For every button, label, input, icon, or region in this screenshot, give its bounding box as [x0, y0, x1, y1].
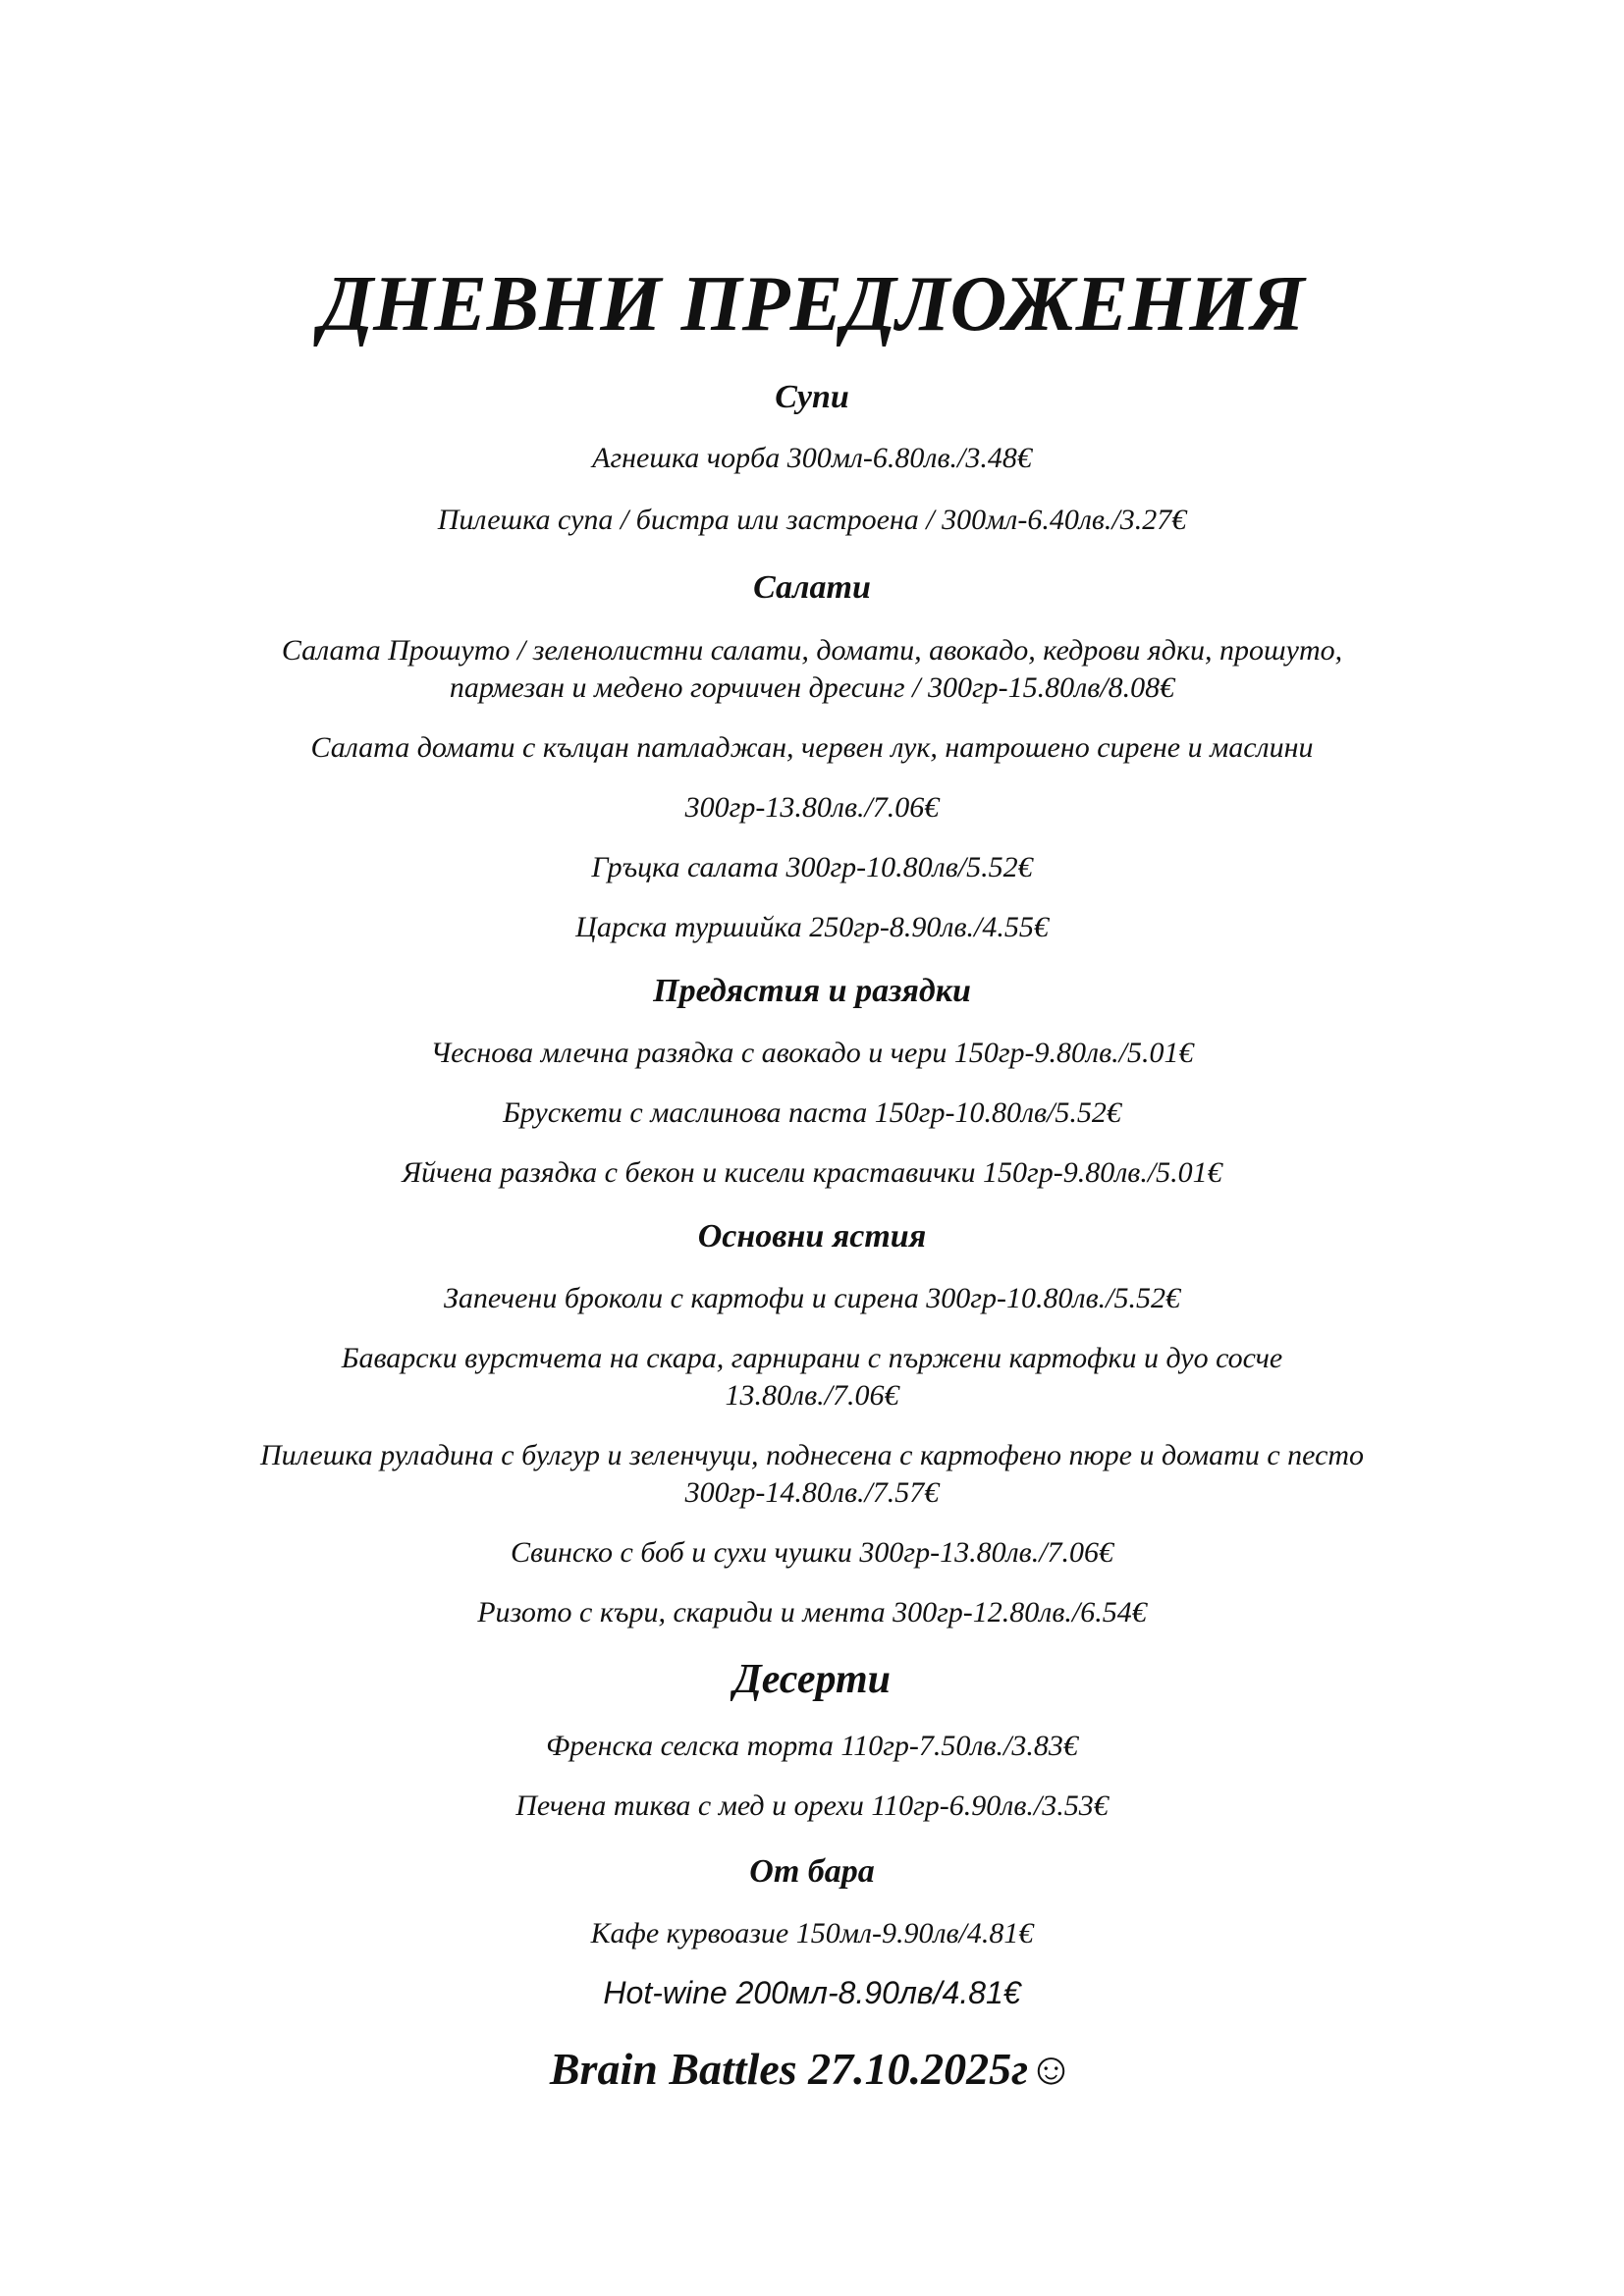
page-title: ДНЕВНИ ПРЕДЛОЖЕНИЯ [319, 261, 1305, 347]
menu-item: Hot-wine 200мл-8.90лв/4.81€ [603, 1975, 1021, 2010]
menu-item: 300гр-13.80лв./7.06€ [684, 791, 940, 824]
menu-item: 300гр-14.80лв./7.57€ [684, 1476, 940, 1509]
section-heading-starters: Предястия и разядки [653, 973, 971, 1009]
menu-item: Чеснова млечна разядка с авокадо и чери 150гр-9.80лв./5.01€ [430, 1037, 1194, 1069]
event-footer: Brain Battles 27.10.2025г☺ [549, 2044, 1075, 2094]
menu-item: Кафе курвоазие 150мл-9.90лв/4.81€ [590, 1917, 1034, 1949]
menu-item: Запечени броколи с картофи и сирена 300гр-10.80лв./5.52€ [444, 1282, 1180, 1314]
menu-item: Френска селска торта 110гр-7.50лв./3.83€ [546, 1730, 1078, 1762]
menu-item: Баварски вурстчета на скара, гарнирани с пържени картофки и дуо сосче [341, 1342, 1283, 1374]
section-heading-soups: Супи [775, 379, 849, 415]
menu-item: Ризото с къри, скариди и мента 300гр-12.80лв./6.54€ [477, 1596, 1147, 1629]
menu-item: Брускети с маслинова паста 150гр-10.80лв/5.52€ [503, 1096, 1121, 1129]
menu-item: 13.80лв./7.06€ [725, 1379, 899, 1412]
menu-item: Пилешка руладина с булгур и зеленчуци, поднесена с картофено пюре и домати с песто [259, 1439, 1365, 1471]
menu-item: пармезан и медено горчичен дресинг / 300гр-15.80лв/8.08€ [449, 671, 1175, 704]
menu-item: Царска туршийка 250гр-8.90лв./4.55€ [575, 911, 1049, 943]
menu-item: Пилешка супа / бистра или застроена / 300мл-6.40лв./3.27€ [437, 504, 1187, 536]
section-heading-desserts: Десерти [733, 1657, 891, 1702]
section-heading-bar: От бара [749, 1853, 875, 1890]
menu-item: Печена тиква с мед и орехи 110гр-6.90лв./3.53€ [515, 1789, 1109, 1822]
menu-item: Гръцка салата 300гр-10.80лв/5.52€ [591, 851, 1033, 883]
section-heading-mains: Основни ястия [697, 1218, 927, 1255]
menu-item: Яйчена разядка с бекон и кисели краставички 150гр-9.80лв./5.01€ [402, 1156, 1222, 1189]
menu-item: Салата домати с кълцан патладжан, червен лук, натрошено сирене и маслини [310, 731, 1314, 764]
menu-item: Салата Прошуто / зеленолистни салати, домати, авокадо, кедрови ядки, прошуто, [281, 634, 1343, 667]
menu-item: Агнешка чорба 300мл-6.80лв./3.48€ [592, 442, 1032, 474]
menu-item: Свинско с боб и сухи чушки 300гр-13.80лв./7.06€ [510, 1536, 1114, 1569]
section-heading-salads: Салати [753, 569, 871, 606]
